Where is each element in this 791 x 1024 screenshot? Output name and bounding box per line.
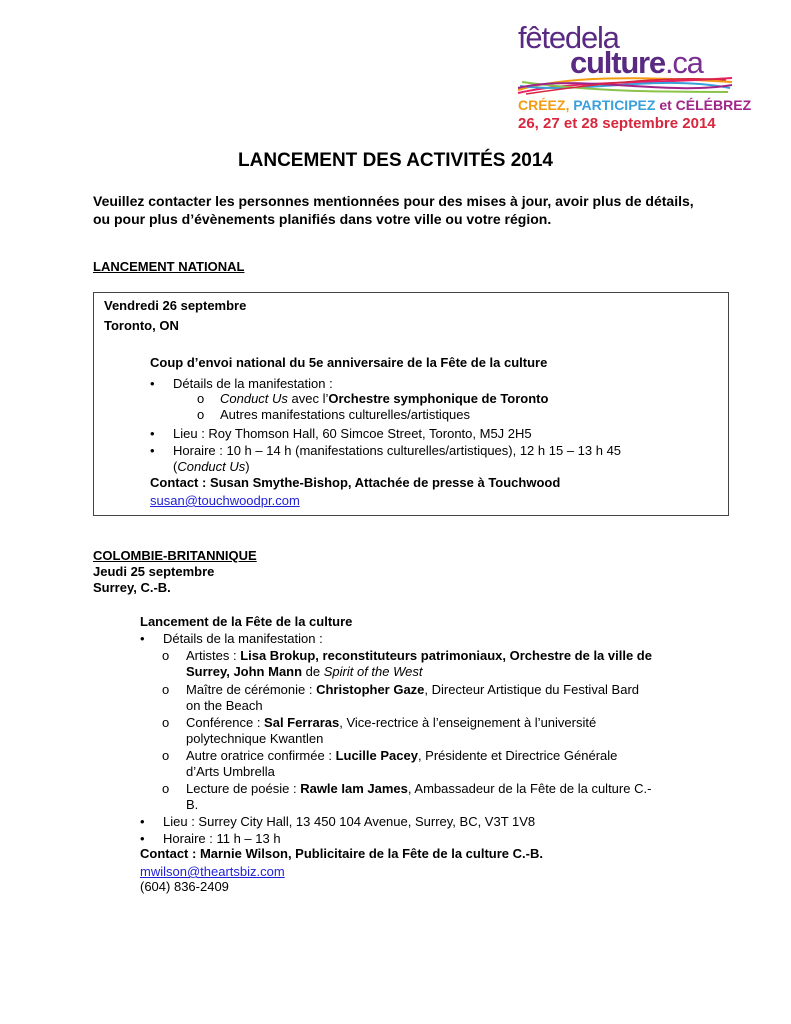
bc-date: Jeudi 25 septembre (93, 564, 215, 579)
national-details-label: Détails de la manifestation : (173, 376, 333, 391)
logo-text-line1: fêtedela (518, 20, 619, 55)
national-detail-other: Autres manifestations culturelles/artistiques (220, 407, 471, 422)
sub-bullet-icon: o (162, 715, 170, 730)
logo-text-line2: culture.ca (570, 45, 703, 80)
bc-event-title: Lancement de la Fête de la culture (140, 614, 353, 629)
national-venue: Lieu : Roy Thomson Hall, 60 Simcoe Street, Toronto, M5J 2H5 (173, 426, 532, 441)
bullet-icon: • (150, 443, 155, 458)
national-email-link[interactable]: susan@touchwoodpr.com (150, 493, 300, 508)
national-hours-line1: Horaire : 10 h – 14 h (manifestations culturelles/artistiques), 12 h 15 – 13 h 45 (173, 443, 622, 458)
bc-section-heading: COLOMBIE-BRITANNIQUE (93, 548, 257, 563)
national-date: Vendredi 26 septembre (104, 298, 247, 313)
intro-paragraph: Veuillez contacter les personnes mentionnées pour des mises à jour, avoir plus de détails, ou pour plus d’évènements planifiés dans votre ville ou votre région. (93, 193, 694, 227)
bullet-icon: • (140, 814, 145, 829)
sub-bullet-icon: o (162, 682, 170, 697)
bc-mc-line1: Maître de cérémonie : Christopher Gaze, Directeur Artistique du Festival Bard (186, 682, 640, 697)
bc-speaker-line2: d’Arts Umbrella (186, 764, 275, 779)
national-detail-conduct-us: Conduct Us avec l’Orchestre symphonique de Toronto (220, 391, 549, 406)
national-city: Toronto, ON (104, 318, 179, 333)
sub-bullet-icon: o (162, 748, 170, 763)
sub-bullet-icon: o (197, 391, 205, 406)
logo-tagline: CRÉEZ, PARTICIPEZ et CÉLÉBREZ (518, 97, 752, 113)
festival-logo (516, 20, 752, 134)
bc-artists-line2: Surrey, John Mann de Spirit of the West (186, 664, 423, 679)
bc-poetry-line1: Lecture de poésie : Rawle Iam James, Ambassadeur de la Fête de la culture C.- (186, 781, 652, 796)
sub-bullet-icon: o (162, 781, 170, 796)
national-event-title: Coup d’envoi national du 5e anniversaire de la Fête de la culture (150, 355, 548, 370)
bc-mc-line2: on the Beach (186, 698, 263, 713)
bc-phone: (604) 836-2409 (140, 879, 229, 894)
bc-venue: Lieu : Surrey City Hall, 13 450 104 Avenue, Surrey, BC, V3T 1V8 (163, 814, 536, 829)
national-contact: Contact : Susan Smythe-Bishop, Attachée de presse à Touchwood (150, 475, 561, 490)
bc-email-link[interactable]: mwilson@theartsbiz.com (140, 864, 285, 879)
sub-bullet-icon: o (197, 407, 205, 422)
bullet-icon: • (140, 631, 145, 646)
page-title: LANCEMENT DES ACTIVITÉS 2014 (238, 150, 553, 171)
logo-dates: 26, 27 et 28 septembre 2014 (518, 115, 716, 132)
bc-city: Surrey, C.-B. (93, 580, 171, 595)
bc-poetry-line2: B. (186, 797, 199, 812)
bullet-icon: • (150, 426, 155, 441)
national-section-heading: LANCEMENT NATIONAL (93, 259, 245, 274)
bc-conference-line2: polytechnique Kwantlen (186, 731, 324, 746)
logo-swoosh-graphic (516, 74, 736, 96)
bc-speaker-line1: Autre oratrice confirmée : Lucille Pacey, Présidente et Directrice Générale (186, 748, 618, 763)
bc-hours: Horaire : 11 h – 13 h (163, 831, 281, 846)
bc-contact: Contact : Marnie Wilson, Publicitaire de la Fête de la culture C.-B. (140, 846, 543, 861)
bullet-icon: • (140, 831, 145, 846)
sub-bullet-icon: o (162, 648, 170, 663)
bullet-icon: • (150, 376, 155, 391)
national-hours-line2: (Conduct Us) (173, 459, 250, 474)
bc-artists-line1: Artistes : Lisa Brokup, reconstituteurs patrimoniaux, Orchestre de la ville de (186, 648, 652, 663)
bc-details-label: Détails de la manifestation : (163, 631, 323, 646)
bc-conference-line1: Conférence : Sal Ferraras, Vice-rectrice à l’enseignement à l’université (186, 715, 597, 730)
